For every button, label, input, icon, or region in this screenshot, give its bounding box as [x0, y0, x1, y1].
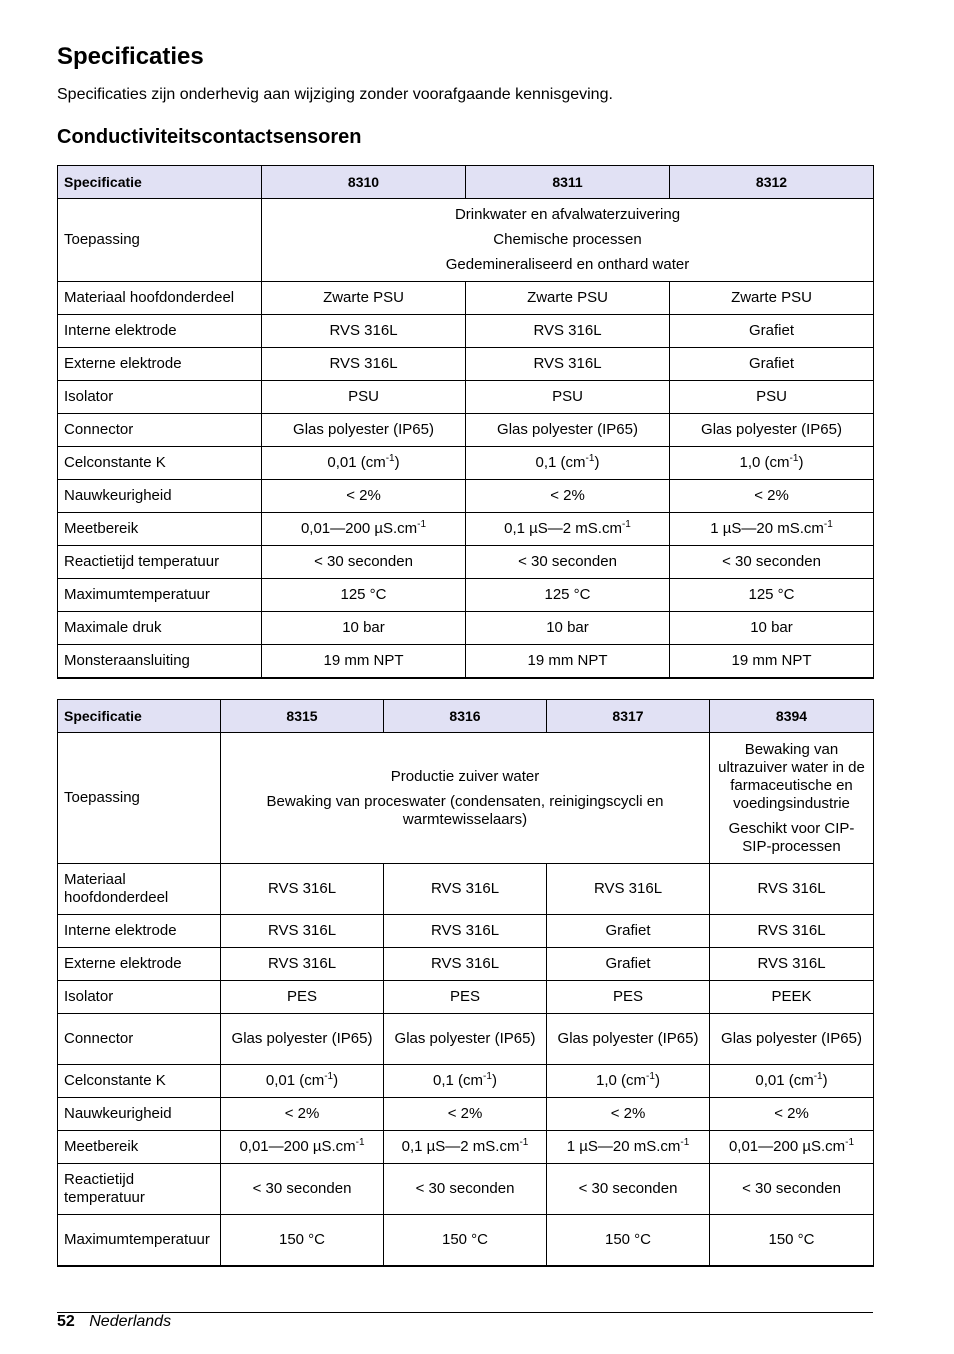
row-label: Nauwkeurigheid [58, 1098, 221, 1131]
table-header-row [58, 166, 874, 199]
column-header: 8311 [466, 166, 670, 199]
table-cell: RVS 316L [221, 948, 384, 981]
table-row [58, 546, 874, 579]
table-cell: < 2% [710, 1098, 874, 1131]
table-cell: 1 µS—20 $mS.cm^{-1}$ [547, 1131, 710, 1164]
table-cell: PSU [670, 381, 874, 414]
table-header-row [58, 700, 874, 733]
row-label: Celconstante K [58, 447, 262, 480]
table-cell: 0,1 µS—2 $mS.cm^{-1}$ [384, 1131, 547, 1164]
table-cell: RVS 316L [221, 915, 384, 948]
table-cell: < 30 seconden [547, 1164, 710, 1215]
table-cell: PES [221, 981, 384, 1014]
page-title: Specificaties [57, 43, 204, 70]
row-label: Maximumtemperatuur [58, 1215, 221, 1266]
column-header: Specificatie [58, 166, 262, 199]
spec-table-8310-8312 [57, 165, 874, 679]
table-cell: 19 mm NPT [466, 645, 670, 678]
row-label: Toepassing [58, 199, 262, 282]
table-row [58, 513, 874, 546]
table-cell: Zwarte PSU [262, 282, 466, 315]
table-cell: < 30 seconden [221, 1164, 384, 1215]
table-cell: RVS 316L [547, 864, 710, 915]
table-cell: Grafiet [547, 948, 710, 981]
table-row [58, 480, 874, 513]
table-cell: 0,01 $(cm^{-1})$ [221, 1065, 384, 1098]
table-cell: 0,01 $(cm^{-1})$ [262, 447, 466, 480]
table-cell: PSU [466, 381, 670, 414]
table-cell: < 2% [262, 480, 466, 513]
row-label: Interne elektrode [58, 915, 221, 948]
column-header: 8394 [710, 700, 874, 733]
table-row [58, 733, 874, 864]
table-cell: 19 mm NPT [262, 645, 466, 678]
table-cell: Glas polyester (IP65) [670, 414, 874, 447]
intro-text: Specificaties zijn onderhevig aan wijziging zonder voorafgaande kennisgeving. [57, 86, 613, 103]
table-cell: < 30 seconden [262, 546, 466, 579]
table-cell: 10 bar [670, 612, 874, 645]
table-cell: 10 bar [466, 612, 670, 645]
table-cell: 0,01—200 $\mu S.cm^{-1}$ [262, 513, 466, 546]
application-line: Geschikt voor CIP-SIP-processen [728, 819, 855, 855]
table-cell: RVS 316L [262, 315, 466, 348]
table-cell: PEEK [710, 981, 874, 1014]
table-row [58, 199, 874, 282]
application-cell [221, 733, 710, 864]
table-cell: < 30 seconden [384, 1164, 547, 1215]
table-cell: Zwarte PSU [670, 282, 874, 315]
row-label: Connector [58, 1014, 221, 1065]
table-cell: 150 °C [384, 1215, 547, 1266]
row-label: Reactietijd temperatuur [58, 546, 262, 579]
column-header: 8315 [221, 700, 384, 733]
table-cell: Glas polyester (IP65) [384, 1014, 547, 1065]
table-cell: Grafiet [670, 315, 874, 348]
table-cell: RVS 316L [466, 315, 670, 348]
table-cell: Glas polyester (IP65) [221, 1014, 384, 1065]
table-cell: 10 bar [262, 612, 466, 645]
table-cell: 0,1 $(cm^{-1})$ [466, 447, 670, 480]
spec-table-8315-8394 [57, 699, 874, 1267]
table-cell: < 2% [221, 1098, 384, 1131]
table-row [58, 981, 874, 1014]
table-row [58, 579, 874, 612]
table-row [58, 915, 874, 948]
table-row [58, 948, 874, 981]
column-header: 8316 [384, 700, 547, 733]
table-row [58, 1215, 874, 1266]
application-line: Chemische processen [493, 231, 642, 248]
table-cell: < 2% [670, 480, 874, 513]
table-row [58, 1014, 874, 1065]
table-cell: 1 µS—20 $mS.cm^{-1}$ [670, 513, 874, 546]
row-label: Externe elektrode [58, 348, 262, 381]
application-line: Bewaking van proceswater (condensaten, reinigingscycli en warmtewisselaars) [266, 792, 664, 828]
table-cell: 0,01—200 $\mu S.cm^{-1}$ [221, 1131, 384, 1164]
row-label: Meetbereik [58, 513, 262, 546]
page-number: 52 [57, 1313, 75, 1330]
table-cell: < 2% [384, 1098, 547, 1131]
table-row [58, 645, 874, 678]
table-cell: RVS 316L [384, 915, 547, 948]
column-header: Specificatie [58, 700, 221, 733]
table-cell: PES [547, 981, 710, 1014]
table-cell: 19 mm NPT [670, 645, 874, 678]
table-row [58, 348, 874, 381]
footer-divider [57, 1312, 873, 1313]
table-cell: Zwarte PSU [466, 282, 670, 315]
table-cell: 125 °C [466, 579, 670, 612]
row-label: Monsteraansluiting [58, 645, 262, 678]
table-cell: 1,0 $(cm^{-1})$ [670, 447, 874, 480]
row-label: Nauwkeurigheid [58, 480, 262, 513]
table-row [58, 1098, 874, 1131]
table-cell: Glas polyester (IP65) [466, 414, 670, 447]
table-cell: 125 °C [670, 579, 874, 612]
table-row [58, 1065, 874, 1098]
table-cell: Grafiet [547, 915, 710, 948]
table-cell: 150 °C [221, 1215, 384, 1266]
table-cell: < 2% [547, 1098, 710, 1131]
footer-language: Nederlands [89, 1313, 172, 1330]
application-line: Drinkwater en afvalwaterzuivering [454, 206, 681, 223]
table-cell: RVS 316L [384, 948, 547, 981]
application-line: Bewaking van ultrazuiver water in de farmaceutische en voedingsindustrie [718, 740, 865, 812]
application-line: Gedemineraliseerd en onthard water [445, 256, 690, 273]
row-label: Externe elektrode [58, 948, 221, 981]
table-cell: 0,1 µS—2 $mS.cm^{-1}$ [466, 513, 670, 546]
row-label: Isolator [58, 981, 221, 1014]
table-row [58, 864, 874, 915]
table-cell: < 30 seconden [710, 1164, 874, 1215]
row-label: Maximale druk [58, 612, 262, 645]
column-header: 8317 [547, 700, 710, 733]
row-label: Connector [58, 414, 262, 447]
row-label: Meetbereik [58, 1131, 221, 1164]
row-label: Materiaal hoofdonderdeel [58, 864, 221, 915]
table-cell: RVS 316L [710, 915, 874, 948]
table-cell: 125 °C [262, 579, 466, 612]
table-cell: 150 °C [710, 1215, 874, 1266]
table-cell: 1,0 $(cm^{-1})$ [547, 1065, 710, 1098]
table-cell: RVS 316L [466, 348, 670, 381]
table-cell: Grafiet [670, 348, 874, 381]
application-cell-8394 [710, 733, 874, 864]
row-label: Maximumtemperatuur [58, 579, 262, 612]
table-cell: 0,01 $(cm^{-1})$ [710, 1065, 874, 1098]
table-row [58, 315, 874, 348]
table-row [58, 1164, 874, 1215]
table-cell: < 2% [466, 480, 670, 513]
table-cell: 0,01—200 $\mu S.cm^{-1}$ [710, 1131, 874, 1164]
table-row [58, 1131, 874, 1164]
table-cell: < 30 seconden [466, 546, 670, 579]
row-label: Isolator [58, 381, 262, 414]
row-label: Reactietijd temperatuur [58, 1164, 221, 1215]
application-line: Productie zuiver water [390, 767, 540, 785]
table-cell: RVS 316L [221, 864, 384, 915]
table-cell: RVS 316L [710, 864, 874, 915]
table-cell: PES [384, 981, 547, 1014]
table-cell: RVS 316L [710, 948, 874, 981]
row-label: Materiaal hoofdonderdeel [58, 282, 262, 315]
table-row [58, 282, 874, 315]
page-footer [57, 1313, 171, 1331]
table-cell: Glas polyester (IP65) [262, 414, 466, 447]
row-label: Celconstante K [58, 1065, 221, 1098]
table-cell: RVS 316L [384, 864, 547, 915]
table-cell: 150 °C [547, 1215, 710, 1266]
table-cell: Glas polyester (IP65) [547, 1014, 710, 1065]
column-header: 8312 [670, 166, 874, 199]
table-row [58, 447, 874, 480]
table-cell: 0,1 $(cm^{-1})$ [384, 1065, 547, 1098]
table-row [58, 612, 874, 645]
table-cell: Glas polyester (IP65) [710, 1014, 874, 1065]
table-cell: < 30 seconden [670, 546, 874, 579]
row-label: Interne elektrode [58, 315, 262, 348]
row-label: Toepassing [58, 733, 221, 864]
table-cell: RVS 316L [262, 348, 466, 381]
application-cell [262, 199, 874, 282]
column-header: 8310 [262, 166, 466, 199]
table-cell: PSU [262, 381, 466, 414]
section-title: Conductiviteitscontactsensoren [57, 126, 362, 148]
table-row [58, 414, 874, 447]
table-row [58, 381, 874, 414]
